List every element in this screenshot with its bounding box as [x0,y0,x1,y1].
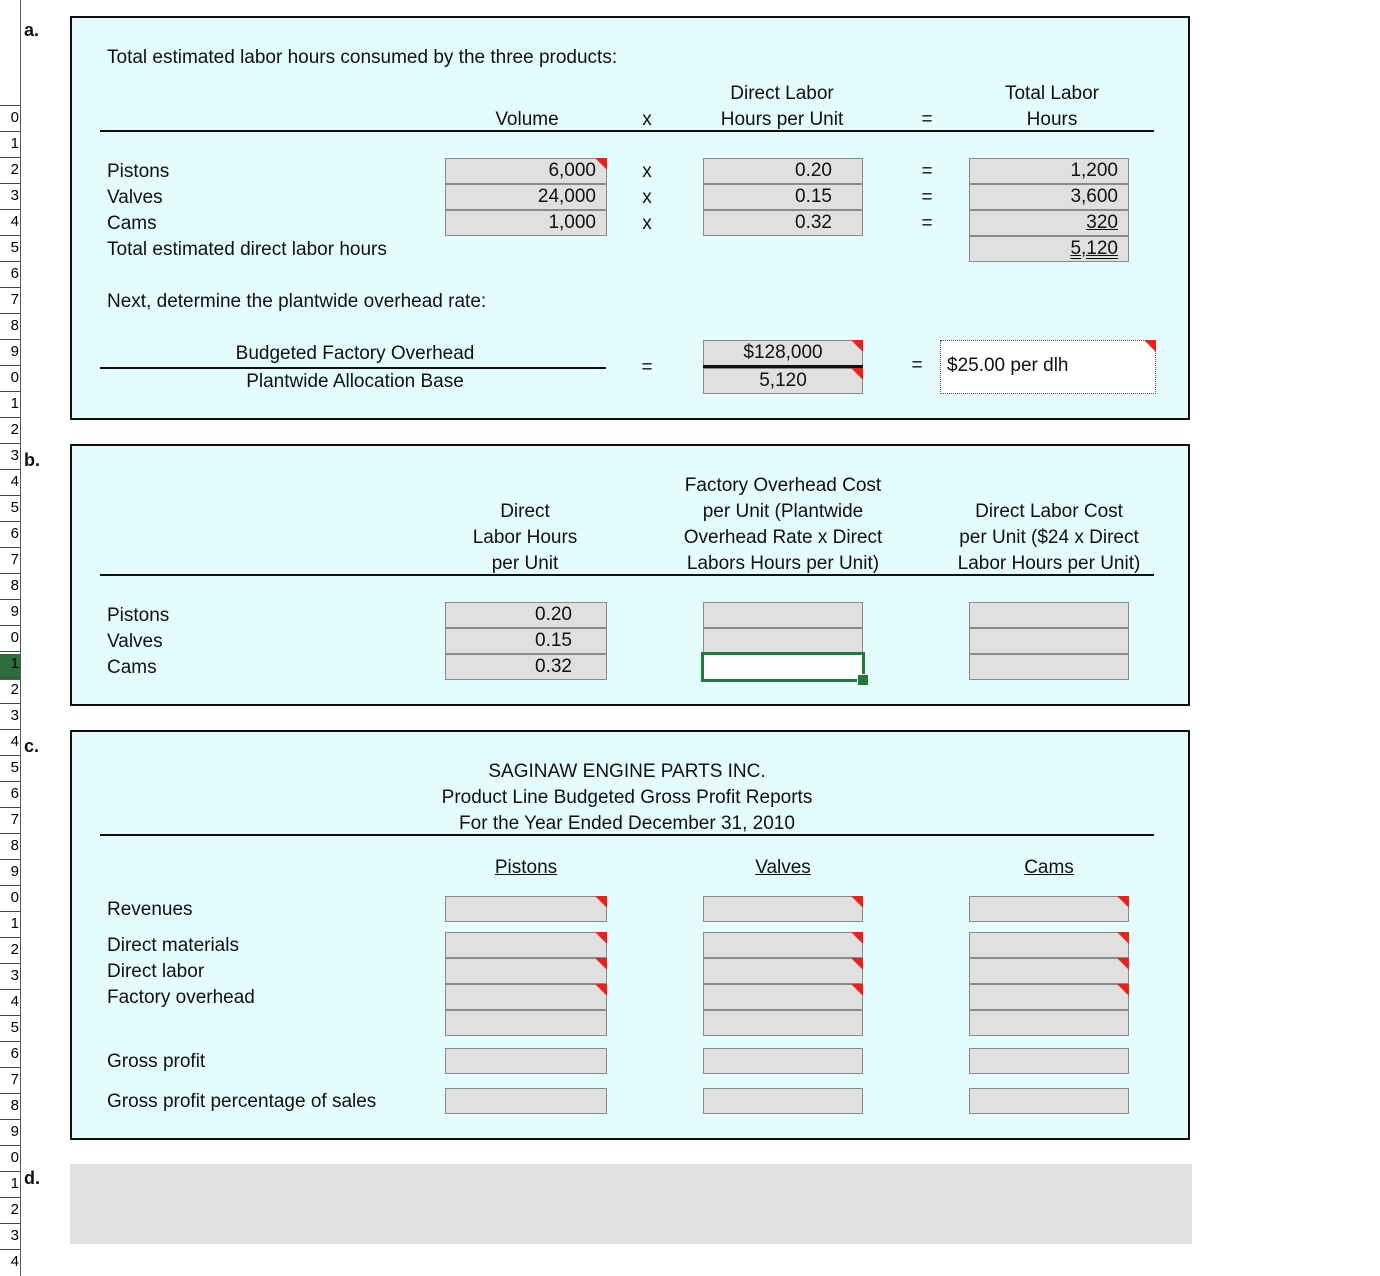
foh-cams-cell-selected[interactable] [701,652,865,682]
dlh-cams-cell[interactable] [445,654,607,680]
row-divider [0,443,20,444]
row-divider [0,235,20,236]
comment-flag-icon[interactable] [851,896,863,908]
row-divider [0,781,20,782]
row-divider [0,287,20,288]
row-number[interactable]: 8 [10,837,19,854]
times-sign: x [642,161,652,182]
row-number[interactable]: 6 [10,785,19,802]
row-divider [0,807,20,808]
equals-sign: = [911,355,923,376]
column-valves: Valves [755,857,811,878]
section-c-label: c. [24,736,40,756]
row-number[interactable]: 3 [10,187,19,204]
header-foh-line4: Labors Hours per Unit) [686,553,880,574]
section-a-intro: Total estimated labor hours consumed by the three products: [107,47,618,68]
row-number[interactable]: 2 [10,681,19,698]
header-dlc-line3: Labor Hours per Unit) [957,553,1141,574]
row-divider [0,677,20,678]
dlc-pistons-cell[interactable] [969,602,1129,628]
row-number[interactable]: 0 [10,109,19,126]
row-divider [0,885,20,886]
times-sign: x [642,213,652,234]
comment-flag-icon[interactable] [1144,340,1156,352]
header-dlh-line1: Direct [500,501,550,522]
comment-flag-icon[interactable] [851,958,863,970]
comment-flag-icon[interactable] [1117,984,1129,996]
rate-intro: Next, determine the plantwide overhead rate: [107,291,487,312]
row-number[interactable]: 9 [10,863,19,880]
row-number[interactable]: 1 [10,915,19,932]
equals-sign: = [641,357,653,378]
header-dlh-line2: Hours per Unit [720,109,844,130]
row-divider [0,1197,20,1198]
row-number[interactable]: 4 [10,213,19,230]
row-number[interactable]: 4 [10,733,19,750]
comment-flag-icon[interactable] [595,896,607,908]
pistons-gross-profit-cell[interactable] [445,1048,607,1074]
row-divider [0,1223,20,1224]
row-number[interactable]: 9 [10,343,19,360]
row-divider [0,1067,20,1068]
volume-valves-cell[interactable] [445,184,607,210]
comment-flag-icon[interactable] [1117,932,1129,944]
row-number[interactable]: 2 [10,941,19,958]
row-label-direct-materials: Direct materials [107,935,239,956]
total-cams-cell[interactable] [969,210,1129,236]
dlh-cams-value: 0.32 [535,656,572,677]
cams-factory-overhead-cell[interactable] [969,984,1129,1010]
report-period: For the Year Ended December 31, 2010 [459,813,795,834]
row-divider [0,469,20,470]
row-divider [0,1145,20,1146]
cams-direct-labor-cell[interactable] [969,958,1129,984]
row-number[interactable]: 3 [10,967,19,984]
header-dlh-line1: Direct Labor [730,83,834,104]
comment-flag-icon[interactable] [1117,958,1129,970]
overhead-denominator-value: 5,120 [759,370,807,391]
valves-gp-percentage-cell[interactable] [703,1088,863,1114]
equals-sign: = [921,187,933,208]
row-number[interactable]: 8 [10,577,19,594]
row-number[interactable]: 0 [10,1149,19,1166]
header-rule [100,574,1154,576]
valves-direct-materials-cell[interactable] [703,932,863,958]
row-divider [0,313,20,314]
section-c-panel [70,730,1190,1140]
dlc-cams-cell[interactable] [969,654,1129,680]
comment-flag-icon[interactable] [595,932,607,944]
header-rule [100,834,1154,836]
row-divider [0,1041,20,1042]
row-divider [0,183,20,184]
section-b-panel [70,444,1190,706]
row-label-gp-percentage: Gross profit percentage of sales [107,1091,377,1112]
overhead-numerator-value: $128,000 [743,342,823,363]
valves-revenues-cell[interactable] [703,896,863,922]
pistons-direct-materials-cell[interactable] [445,932,607,958]
row-number[interactable]: 1 [10,395,19,412]
cams-direct-materials-cell[interactable] [969,932,1129,958]
comment-flag-icon[interactable] [851,984,863,996]
row-number[interactable]: 8 [10,317,19,334]
row-number[interactable]: 9 [10,603,19,620]
row-divider [0,417,20,418]
comment-flag-icon[interactable] [851,340,863,352]
row-label-pistons: Pistons [107,605,170,626]
row-divider [0,989,20,990]
total-valves-cell[interactable] [969,184,1129,210]
row-number[interactable]: 7 [10,811,19,828]
dlc-valves-cell[interactable] [969,628,1129,654]
column-pistons: Pistons [494,857,558,878]
overhead-numerator-cell[interactable] [703,340,863,366]
dlh-cams-cell[interactable] [703,210,863,236]
valves-direct-labor-cell[interactable] [703,958,863,984]
row-divider [0,339,20,340]
row-label-factory-overhead: Factory overhead [107,987,255,1008]
equals-sign: = [921,213,933,234]
row-number[interactable]: 4 [10,1253,19,1270]
row-number[interactable]: 2 [10,1201,19,1218]
row-divider [0,261,20,262]
dlh-pistons-cell[interactable] [445,602,607,628]
header-dlh-line2: Labor Hours [472,527,578,548]
volume-valves-value: 24,000 [537,186,596,207]
dlh-valves-value: 0.15 [535,630,572,651]
times-sign: x [642,187,652,208]
row-number[interactable]: 5 [10,499,19,516]
header-dlc-line2: per Unit ($24 x Direct [959,527,1139,548]
company-name: SAGINAW ENGINE PARTS INC. [488,761,766,782]
row-divider [0,1015,20,1016]
row-number[interactable]: 9 [10,1123,19,1140]
comment-flag-icon[interactable] [851,932,863,944]
pistons-total-costs-cell[interactable] [445,1010,607,1036]
dlh-pistons-cell[interactable] [703,158,863,184]
row-number[interactable]: 3 [10,1227,19,1244]
row-divider [0,573,20,574]
total-hours-label: Total estimated direct labor hours [107,239,387,260]
header-volume: Volume [495,109,559,130]
row-number[interactable]: 4 [10,993,19,1010]
row-number[interactable]: 1 [10,1175,19,1192]
row-number[interactable]: 5 [10,1019,19,1036]
foh-valves-cell[interactable] [703,628,863,654]
header-equals: = [921,109,933,130]
comment-flag-icon[interactable] [595,958,607,970]
row-number[interactable]: 2 [10,161,19,178]
row-divider [0,547,20,548]
row-divider [0,859,20,860]
row-divider [0,625,20,626]
dlh-pistons-value: 0.20 [795,160,832,181]
row-number[interactable]: 5 [10,239,19,256]
row-divider [0,495,20,496]
header-rule [100,130,1154,132]
cams-revenues-cell[interactable] [969,896,1129,922]
header-foh-line1: Factory Overhead Cost [684,475,882,496]
row-divider [0,157,20,158]
row-divider [0,131,20,132]
row-number[interactable]: 8 [10,1097,19,1114]
row-divider [0,105,20,106]
row-divider [0,937,20,938]
row-divider [0,963,20,964]
cams-gp-percentage-cell[interactable] [969,1088,1129,1114]
comment-flag-icon[interactable] [595,158,607,170]
row-number[interactable]: 3 [10,707,19,724]
overhead-denominator-cell[interactable] [703,368,863,394]
header-foh-line3: Overhead Rate x Direct [683,527,883,548]
header-times: x [642,109,652,130]
section-d-label: d. [24,1168,40,1188]
volume-pistons-cell[interactable] [445,158,607,184]
header-tlh-line1: Total Labor [1004,83,1099,104]
equals-sign: = [921,161,933,182]
row-label-gross-profit: Gross profit [107,1051,206,1072]
row-number[interactable]: 6 [10,265,19,282]
valves-gross-profit-cell[interactable] [703,1048,863,1074]
row-label-pistons: Pistons [107,161,170,182]
header-dlc-line1: Direct Labor Cost [975,501,1123,522]
rate-numerator-label: Budgeted Factory Overhead [235,343,475,364]
row-divider [0,729,20,730]
dlh-pistons-value: 0.20 [535,604,572,625]
row-number[interactable]: 0 [10,369,19,386]
plantwide-rate-value: $25.00 per dlh [947,355,1069,376]
total-pistons-value: 1,200 [1070,160,1118,181]
row-number[interactable]: 6 [10,525,19,542]
comment-flag-icon[interactable] [1117,896,1129,908]
row-divider [0,911,20,912]
row-number[interactable]: 1 [10,655,19,672]
rate-denominator-label: Plantwide Allocation Base [246,371,464,392]
row-number[interactable]: 6 [10,1045,19,1062]
valves-factory-overhead-cell[interactable] [703,984,863,1010]
row-divider [0,521,20,522]
foh-pistons-cell[interactable] [703,602,863,628]
row-label-cams: Cams [107,657,157,678]
row-divider [0,1119,20,1120]
dlh-cams-value: 0.32 [795,212,832,233]
volume-pistons-value: 6,000 [548,160,596,181]
total-valves-value: 3,600 [1070,186,1118,207]
comment-flag-icon[interactable] [851,368,863,380]
row-divider [0,651,20,652]
column-cams: Cams [1024,857,1074,878]
row-divider [0,703,20,704]
dlh-valves-value: 0.15 [795,186,832,207]
row-number[interactable]: 7 [10,551,19,568]
row-number[interactable]: 7 [10,1071,19,1088]
total-hours-value: 5,120 [1070,238,1118,259]
row-divider [0,1093,20,1094]
row-number[interactable]: 2 [10,421,19,438]
dlh-valves-cell[interactable] [703,184,863,210]
row-divider [0,1249,20,1250]
header-dlh-line3: per Unit [491,553,559,574]
pistons-direct-labor-cell[interactable] [445,958,607,984]
row-label-cams: Cams [107,213,157,234]
cams-total-costs-cell[interactable] [969,1010,1129,1036]
row-number[interactable]: 5 [10,759,19,776]
header-tlh-line2: Hours [1026,109,1078,130]
row-number[interactable]: 0 [10,889,19,906]
row-divider [0,391,20,392]
row-divider [0,209,20,210]
plantwide-rate-cell[interactable] [940,340,1156,394]
row-number[interactable]: 0 [10,629,19,646]
total-hours-cell[interactable] [969,236,1129,262]
row-label-valves: Valves [107,187,163,208]
header-foh-line2: per Unit (Plantwide [702,501,864,522]
volume-cams-cell[interactable] [445,210,607,236]
row-divider [0,599,20,600]
section-b-label: b. [24,450,40,470]
row-divider [0,1171,20,1172]
comment-flag-icon[interactable] [595,984,607,996]
report-title: Product Line Budgeted Gross Profit Reports [441,787,813,808]
row-label-revenues: Revenues [107,899,193,920]
row-divider [0,833,20,834]
pistons-gp-percentage-cell[interactable] [445,1088,607,1114]
section-a-panel [70,16,1190,420]
section-a-label: a. [24,20,40,40]
pistons-factory-overhead-cell[interactable] [445,984,607,1010]
volume-cams-value: 1,000 [548,212,596,233]
pistons-revenues-cell[interactable] [445,896,607,922]
fraction-rule [100,367,606,369]
row-number[interactable]: 3 [10,447,19,464]
valves-total-costs-cell[interactable] [703,1010,863,1036]
dlh-valves-cell[interactable] [445,628,607,654]
row-label-direct-labor: Direct labor [107,961,205,982]
cams-gross-profit-cell[interactable] [969,1048,1129,1074]
section-d-answer-box[interactable] [70,1164,1192,1244]
row-label-valves: Valves [107,631,163,652]
row-number[interactable]: 7 [10,291,19,308]
total-pistons-cell[interactable] [969,158,1129,184]
fill-handle[interactable] [857,674,869,686]
row-number[interactable]: 4 [10,473,19,490]
total-cams-value: 320 [1086,212,1118,233]
row-divider [0,755,20,756]
row-number[interactable]: 1 [10,135,19,152]
row-divider [0,365,20,366]
